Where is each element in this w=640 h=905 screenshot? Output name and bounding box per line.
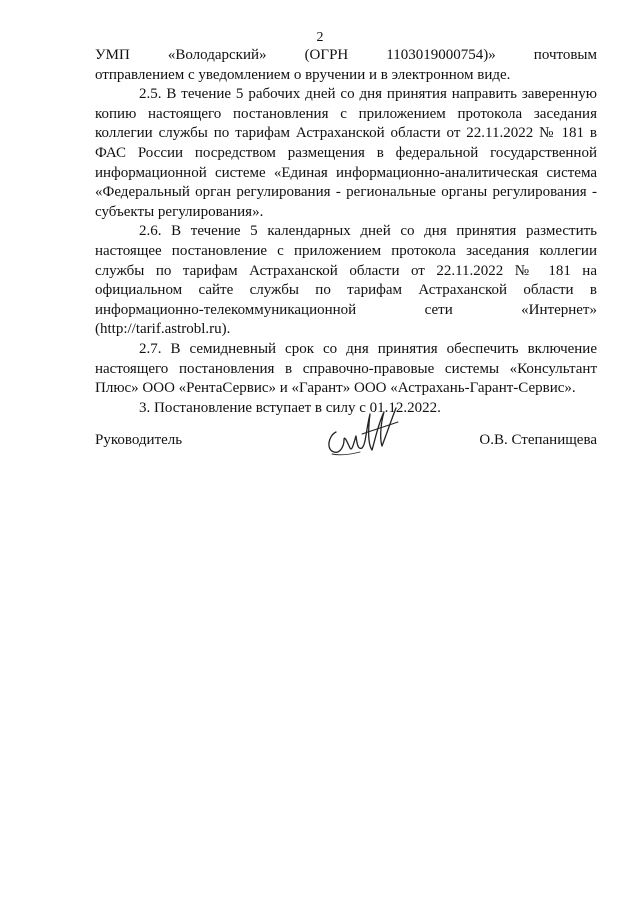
- document-body: [95, 46, 597, 418]
- paragraph-2-5: 2.5. В течение 5 рабочих дней со дня принятия направить заверенную копию настоящего постановления с приложением протокола заседания коллегии службы по тарифам Астраханской области от 22.11.2022 № 181 в ФАС России посредством размещения в федеральной государственной информационной системе «Единая информационно-аналитическая система «Федеральный орган регулирования - региональные органы регулирования - субъекты регулирования».: [95, 86, 597, 220]
- paragraph-continuation-line1: УМП «Володарский» (ОГРН 1103019000754)» почтовым: [95, 47, 597, 63]
- paragraph-continuation-rest: отправлением с уведомлением о вручении и в электронном виде.: [95, 66, 511, 83]
- paragraph-2-7: 2.7. В семидневный срок со дня принятия обеспечить включение настоящего постановления в справочно-правовые системы «Консультант Плюс» ООО «РентаСервис» и «Гарант» ООО «Астрахань-Гарант-Сервис».: [95, 340, 597, 397]
- signatory-name: О.В. Степанищева: [479, 432, 597, 448]
- paragraph-2-6: 2.6. В течение 5 календарных дней со дня принятия разместить настоящее постановление с приложением протокола заседания коллегии службы по тарифам Астраханской области от 22.11.2022 № 181 на официальном сайте службы по тарифам Астраханской области в информационно-телекоммуникационной сети «Интернет» (http://tarif.astrobl.ru).: [95, 223, 597, 338]
- page-number: 2: [316, 30, 324, 45]
- paragraph-3: 3. Постановление вступает в силу с 01.12.2022.: [139, 399, 441, 416]
- handwritten-signature: [322, 404, 402, 464]
- signatory-title: Руководитель: [95, 432, 183, 448]
